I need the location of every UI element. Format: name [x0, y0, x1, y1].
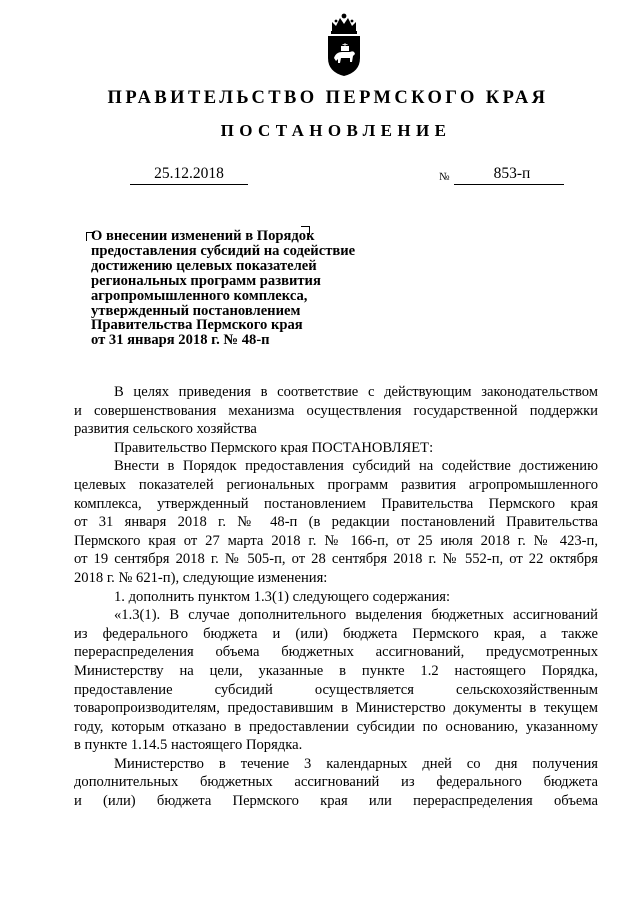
body-line: Внести в Порядок предоставления субсидий на содействие достижению: [114, 458, 598, 475]
subject-line: Правительства Пермского края: [91, 317, 303, 334]
body-line: В целях приведения в соответствие с действующим законодательством: [114, 384, 598, 400]
body-line: и (или) бюджета Пермского края или перераспределения объема: [74, 793, 598, 810]
number-sign: №: [439, 171, 450, 183]
subject-line: предоставления субсидий на содействие: [91, 242, 356, 259]
subject-line: региональных программ развития: [91, 272, 321, 289]
body-line: и совершенствования механизма осуществления государственной поддержки: [74, 402, 598, 419]
body-line: Пермского края от 27 марта 2018 г. № 166-п, от 25 июля 2018 г. № 423-п,: [74, 532, 598, 549]
document-body: [74, 383, 598, 811]
body-line: 1. дополнить пунктом 1.3(1) следующего содержания:: [114, 588, 451, 605]
document-type: ПОСТАНОВЛЕНИЕ: [220, 121, 452, 140]
body-line: от 19 сентября 2018 г. № 505-п, от 28 сентября 2018 г. № 552-п, от 22 октября: [74, 551, 598, 568]
document-subject: [91, 229, 381, 348]
body-line: Министерство в течение 3 календарных дней со дня получения: [114, 755, 598, 772]
subject-line: О внесении изменений в Порядок: [91, 228, 315, 244]
perm-krai-coat-of-arms-icon: [324, 12, 364, 78]
document-date: 25.12.2018: [130, 164, 248, 185]
body-line: Правительство Пермского края ПОСТАНОВЛЯЕТ:: [114, 439, 434, 456]
body-line: комплекса, утвержденный постановлением Правительства Пермского края: [74, 495, 598, 512]
body-line: «1.3(1). В случае дополнительного выделения бюджетных ассигнований: [114, 607, 598, 624]
body-line: Министерству на цели, указанные в пункте 1.2 настоящего Порядка,: [74, 662, 598, 679]
body-line: из федерального бюджета и (или) бюджета Пермского края, а также: [74, 625, 598, 642]
subject-line: утвержденный постановлением: [91, 302, 301, 319]
body-line: от 31 января 2018 г. № 48-п (в редакции постановлений Правительства: [74, 514, 598, 531]
body-line: году, которым отказано в предоставлении субсидии по основанию, указанному: [74, 718, 598, 735]
subject-line: агропромышленного комплекса,: [91, 287, 308, 304]
subject-line: от 31 января 2018 г. № 48-п: [91, 332, 270, 349]
body-line: товаропроизводителям, предоставившим в Министерство документы в текущем: [74, 700, 598, 717]
body-line: 2018 г. № 621-п), следующие изменения:: [74, 569, 328, 586]
body-line: в пункте 1.14.5 настоящего Порядка.: [74, 737, 303, 754]
body-line: предоставление субсидий осуществляется сельскохозяйственным: [74, 681, 598, 698]
body-line: дополнительных бюджетных ассигнований из федерального бюджета: [74, 774, 598, 791]
body-line: развития сельского хозяйства: [74, 421, 257, 438]
document-number: 853-п: [454, 164, 564, 185]
subject-line: достижению целевых показателей: [91, 257, 317, 274]
body-line: целевых показателей региональных программ развития агропромышленного: [74, 476, 598, 493]
government-title: ПРАВИТЕЛЬСТВО ПЕРМСКОГО КРАЯ: [107, 88, 549, 108]
body-line: перераспределения объема бюджетных ассигнований, предусмотренных: [74, 644, 598, 661]
